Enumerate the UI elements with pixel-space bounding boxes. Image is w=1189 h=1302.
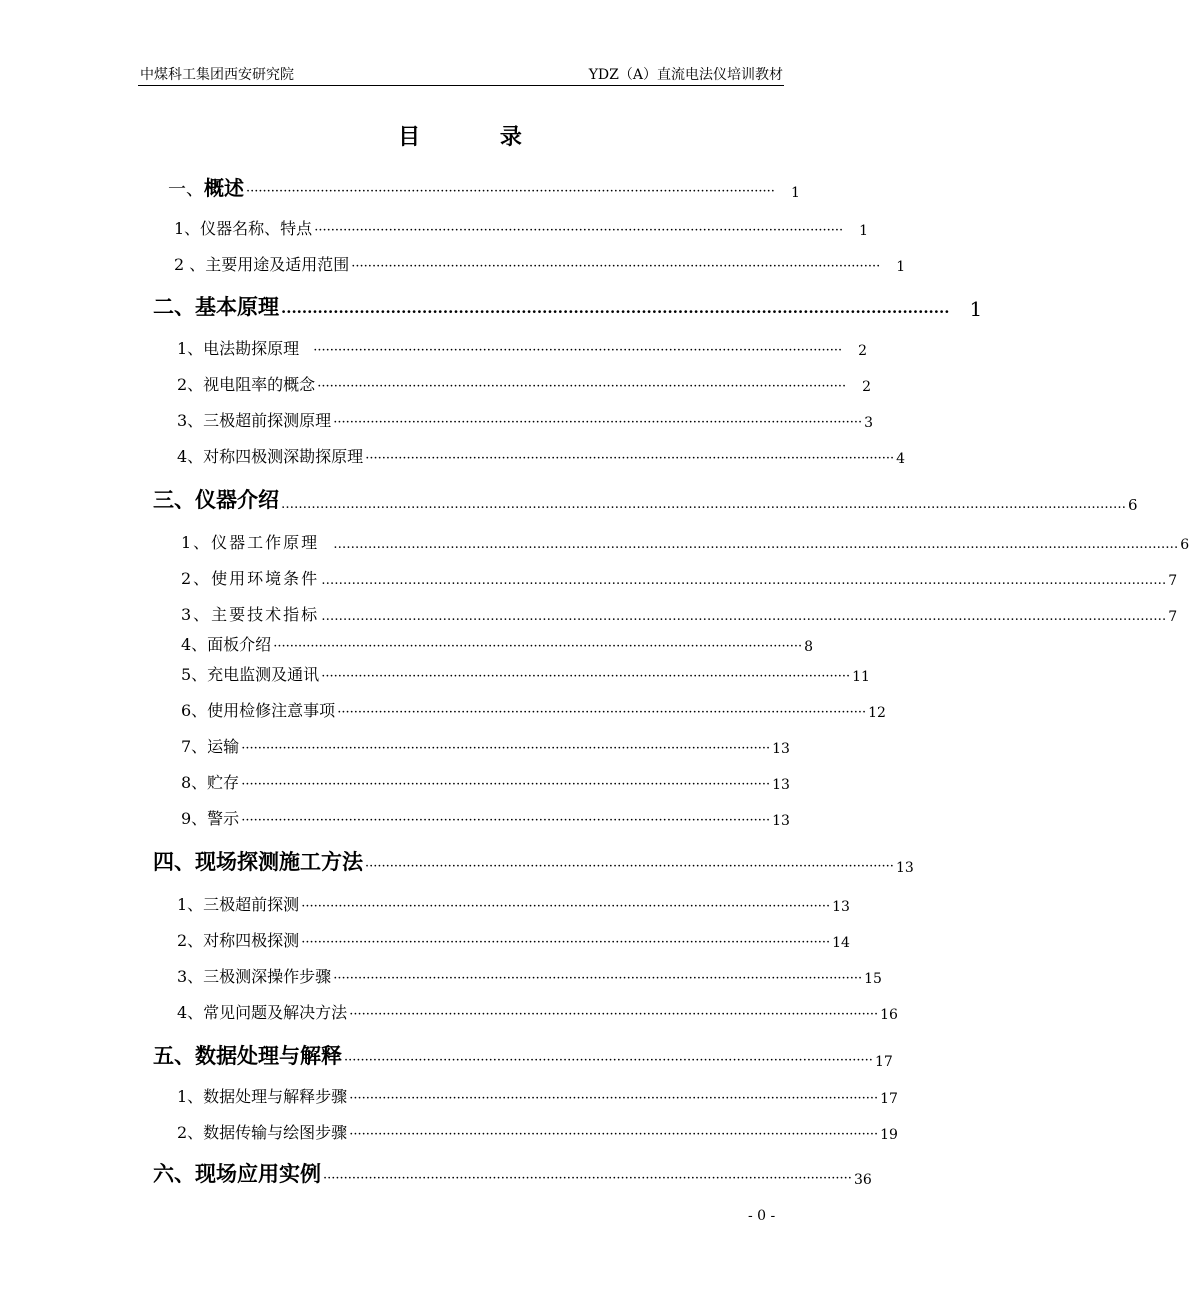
toc-entry-page: 12 bbox=[868, 705, 886, 721]
toc-leader: ································································································································ bbox=[351, 259, 881, 274]
toc-entry-label: 6、使用检修注意事项 bbox=[181, 701, 336, 720]
toc-leader: ································································································································ bbox=[301, 899, 831, 914]
toc-entry-label: 1、仪器工作原理 bbox=[181, 533, 320, 552]
toc-entry[interactable] bbox=[153, 1158, 872, 1188]
toc-leader: ································································································································ bbox=[333, 415, 863, 430]
toc-entry[interactable] bbox=[153, 1040, 893, 1070]
toc-entry-page: 8 bbox=[804, 639, 814, 655]
toc-entry[interactable] bbox=[181, 734, 790, 757]
toc-entry-label: 四、现场探测施工方法 bbox=[153, 850, 363, 874]
toc-entry-page: 13 bbox=[772, 813, 790, 829]
toc-leader: ································································································································ bbox=[365, 451, 895, 466]
toc-entry-label: 五、数据处理与解释 bbox=[153, 1044, 342, 1068]
toc-leader: ································································································································ bbox=[314, 223, 844, 238]
toc-entry-label: 2 、主要用途及适用范围 bbox=[174, 255, 350, 274]
toc-entry-label: 5、充电监测及通讯 bbox=[181, 665, 320, 684]
toc-entry-page: 11 bbox=[852, 669, 870, 685]
toc-leader: ································································································································ bbox=[281, 303, 950, 321]
toc-entry-label: 2、对称四极探测 bbox=[177, 931, 300, 950]
toc-entry-label: 2、数据传输与绘图步骤 bbox=[177, 1123, 348, 1142]
toc-entry[interactable] bbox=[177, 964, 882, 987]
toc-entry-label: 8、贮存 bbox=[181, 773, 240, 792]
toc-entry-page: 17 bbox=[880, 1091, 898, 1107]
toc-entry-label: 六、现场应用实例 bbox=[153, 1162, 321, 1186]
toc-leader: ································································································································ bbox=[241, 777, 771, 792]
toc-title: 目 录 bbox=[398, 125, 558, 150]
toc-entry-page: 13 bbox=[832, 899, 850, 915]
toc-entry-label: 4、对称四极测深勘探原理 bbox=[177, 447, 364, 466]
toc-entry[interactable] bbox=[174, 216, 869, 239]
toc-entry[interactable] bbox=[153, 291, 983, 321]
toc-entry-label: 1、仪器名称、特点 bbox=[174, 219, 313, 238]
toc-entry[interactable] bbox=[181, 530, 1189, 553]
toc-entry-page: 36 bbox=[853, 1172, 872, 1188]
toc-leader: …………………………………………………………………………………………………………………………………………………………………………… bbox=[281, 497, 1126, 512]
toc-entry-page: 3 bbox=[864, 415, 874, 431]
toc-entry-label: 1、三极超前探测 bbox=[177, 895, 300, 914]
toc-leader: ································································································································ bbox=[349, 1127, 879, 1142]
toc-leader: …………………………………………………………………………………………………………………………………………………………………………… bbox=[321, 609, 1167, 624]
toc-entry-page: 1 bbox=[896, 259, 906, 275]
toc-entry-label: 1、数据处理与解释步骤 bbox=[177, 1087, 348, 1106]
toc-leader: …………………………………………………………………………………………………………………………………………………………………………… bbox=[333, 537, 1179, 552]
toc-leader: ································································································································ bbox=[337, 705, 867, 720]
toc-entry-label: 3、三极超前探测原理 bbox=[177, 411, 332, 430]
toc-entry-page: 4 bbox=[896, 451, 906, 467]
toc-entry[interactable] bbox=[181, 602, 1178, 625]
toc-entry-page: 14 bbox=[832, 935, 850, 951]
toc-entry[interactable] bbox=[153, 846, 914, 876]
toc-entry[interactable] bbox=[177, 892, 850, 915]
toc-entry[interactable] bbox=[177, 408, 874, 431]
toc-leader: …………………………………………………………………………………………………………………………………………………………………………… bbox=[321, 573, 1167, 588]
toc-entry-label: 9、警示 bbox=[181, 809, 240, 828]
toc-entry-page: 13 bbox=[772, 777, 790, 793]
toc-leader: ································································································································ bbox=[273, 639, 803, 654]
toc-leader: ································································································································ bbox=[317, 379, 847, 394]
toc-entry-page: 1 bbox=[859, 223, 869, 239]
page-header-left: 中煤科工集团西安研究院 bbox=[140, 67, 294, 83]
toc-entry-label: 3、主要技术指标 bbox=[181, 605, 320, 624]
toc-leader: ································································································································ bbox=[344, 1053, 873, 1068]
toc-entry-label: 二、基本原理 bbox=[153, 295, 279, 319]
page-number: - 0 - bbox=[748, 1208, 776, 1224]
toc-entry[interactable] bbox=[181, 632, 814, 655]
toc-entry-page: 2 bbox=[862, 379, 872, 395]
toc-entry-label: 7、运输 bbox=[181, 737, 240, 756]
toc-entry[interactable] bbox=[181, 770, 790, 793]
toc-leader: ································································································································ bbox=[349, 1091, 879, 1106]
toc-entry-label: 2、视电阻率的概念 bbox=[177, 375, 316, 394]
toc-leader: ································································································································ bbox=[365, 859, 894, 874]
toc-entry-label: 1、电法勘探原理 bbox=[177, 339, 300, 358]
toc-entry-page: 15 bbox=[864, 971, 882, 987]
page-header-right: YDZ（A）直流电法仪培训教材 bbox=[588, 67, 783, 83]
toc-entry-page: 17 bbox=[874, 1054, 893, 1070]
toc-leader: ································································································································ bbox=[313, 343, 843, 358]
toc-entry[interactable] bbox=[177, 336, 868, 359]
toc-leader: ································································································································ bbox=[301, 935, 831, 950]
toc-entry[interactable] bbox=[153, 484, 1138, 514]
toc-entry-page: 7 bbox=[1168, 573, 1178, 589]
toc-entry-page: 1 bbox=[969, 297, 983, 321]
toc-entry[interactable] bbox=[181, 806, 790, 829]
toc-entry[interactable] bbox=[177, 444, 906, 467]
toc-entry-page: 7 bbox=[1168, 609, 1178, 625]
toc-leader: ································································································································ bbox=[333, 971, 863, 986]
toc-entry-label: 4、常见问题及解决方法 bbox=[177, 1003, 348, 1022]
toc-entry[interactable] bbox=[181, 698, 886, 721]
toc-leader: ································································································································ bbox=[349, 1007, 879, 1022]
toc-entry[interactable] bbox=[177, 372, 872, 395]
toc-entry-page: 13 bbox=[772, 741, 790, 757]
toc-entry-page: 16 bbox=[880, 1007, 898, 1023]
toc-entry-page: 1 bbox=[790, 185, 800, 201]
toc-entry[interactable] bbox=[174, 252, 906, 275]
toc-entry-page: 13 bbox=[895, 860, 914, 876]
toc-entry[interactable] bbox=[181, 566, 1178, 589]
toc-entry-label: 三、仪器介绍 bbox=[153, 488, 279, 512]
toc-leader: ································································································································ bbox=[241, 741, 771, 756]
toc-entry-label: 3、三极测深操作步骤 bbox=[177, 967, 332, 986]
toc-entry-label: 4、面板介绍 bbox=[181, 635, 272, 654]
toc-leader: ································································································································ bbox=[241, 813, 771, 828]
toc-leader: ································································································································ bbox=[321, 669, 851, 684]
toc-entry[interactable] bbox=[177, 1084, 898, 1107]
toc-entry-page: 6 bbox=[1128, 496, 1138, 514]
toc-entry-page: 19 bbox=[880, 1127, 898, 1143]
toc-entry[interactable] bbox=[181, 662, 870, 685]
toc-entry[interactable] bbox=[168, 172, 800, 201]
toc-entry[interactable] bbox=[177, 928, 850, 951]
toc-entry[interactable] bbox=[177, 1120, 898, 1143]
toc-leader: ································································································································ bbox=[323, 1171, 852, 1186]
toc-leader: ································································································································ bbox=[246, 184, 775, 199]
toc-entry-page: 2 bbox=[858, 343, 868, 359]
toc-entry[interactable] bbox=[177, 1000, 898, 1023]
toc-entry-page: 6 bbox=[1180, 537, 1189, 553]
toc-entry-label: 一、概述 bbox=[168, 176, 244, 200]
toc-entry-label: 2、使用环境条件 bbox=[181, 569, 320, 588]
